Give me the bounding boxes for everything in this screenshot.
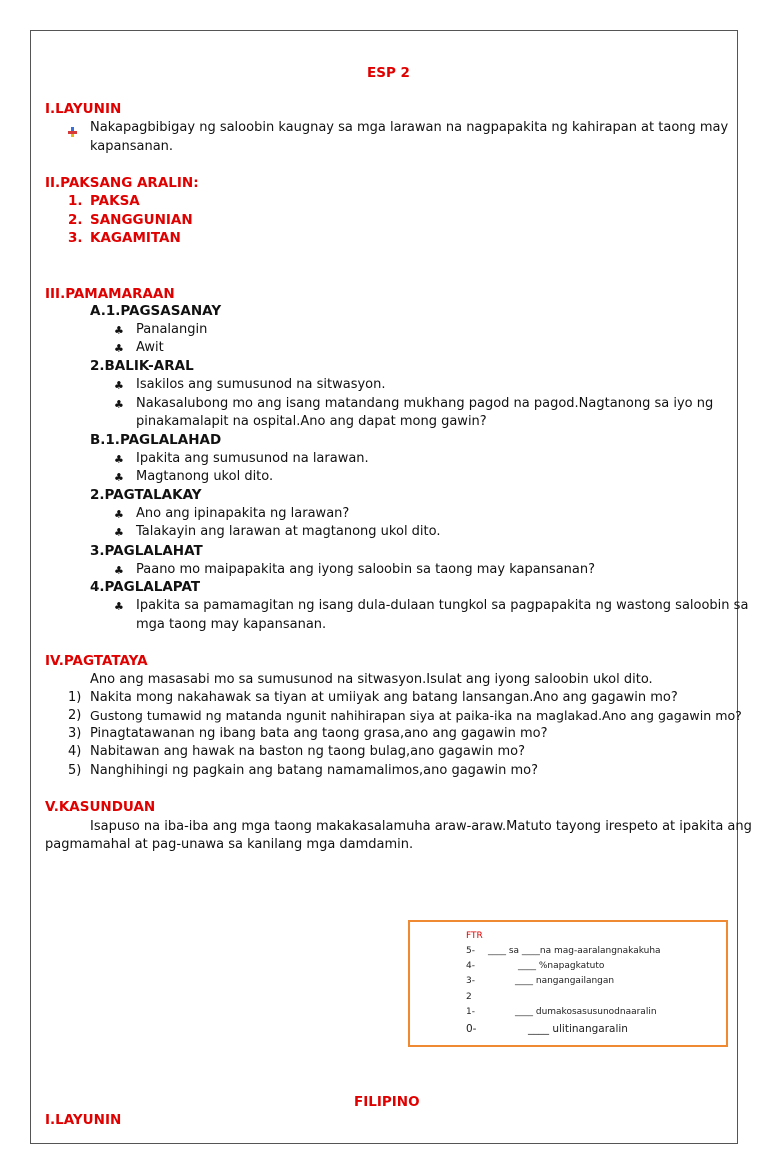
ftr-row-num: 3- xyxy=(466,976,475,986)
ftr-row-num: 5- xyxy=(466,946,475,956)
paglalapat-item-1-line1: Ipakita sa pamamagitan ng isang dula-dulaan tungkol sa pagpapakita ng wastong saloobin sa xyxy=(136,598,749,613)
pagtataya-item-3: Pinagtatawanan ng ibang bata ang taong grasa,ano ang gagawin mo? xyxy=(90,726,548,741)
balik-aral-item-2-line1: Nakasalubong mo ang isang matandang mukhang pagod na pagod.Nagtanong sa iyo ng xyxy=(136,396,714,411)
club-bullet-icon: ♣ xyxy=(114,600,124,613)
pagsasanay-item-1: Panalangin xyxy=(136,322,208,337)
balik-aral-item-1: Isakilos ang sumusunod na sitwasyon. xyxy=(136,377,386,392)
paksang-item-paksa: PAKSA xyxy=(90,193,140,209)
pagtataya-num-5: 5) xyxy=(68,763,82,778)
ftr-row-text: ____ %napagkatuto xyxy=(518,961,605,971)
paksang-num-3: 3. xyxy=(68,230,83,246)
pagtataya-num-2: 2) xyxy=(68,708,82,723)
club-bullet-icon: ♣ xyxy=(114,508,124,521)
filipino-layunin-heading: I.LAYUNIN xyxy=(45,1112,122,1128)
kasunduan-heading: V.KASUNDUAN xyxy=(45,799,156,815)
page-title: ESP 2 xyxy=(367,65,410,81)
pagsasanay-item-2: Awit xyxy=(136,340,164,355)
paksang-num-2: 2. xyxy=(68,212,83,228)
ftr-row-text: ____ ulitinangaralin xyxy=(528,1023,628,1035)
ftr-row-num: 4- xyxy=(466,961,475,971)
pagtataya-num-1: 1) xyxy=(68,690,82,705)
club-bullet-icon: ♣ xyxy=(114,398,124,411)
pagtataya-num-4: 4) xyxy=(68,744,82,759)
paksang-item-sanggunian: SANGGUNIAN xyxy=(90,212,193,228)
kasunduan-line2: pagmamahal at pag-unawa sa kanilang mga damdamin. xyxy=(45,837,414,852)
balik-aral-title: 2.BALIK-ARAL xyxy=(90,358,194,374)
pagsasanay-title: A.1.PAGSASANAY xyxy=(90,303,222,319)
ftr-row-text: ____ dumakosasusunodnaaralin xyxy=(515,1007,657,1017)
pagtataya-intro: Ano ang masasabi mo sa sumusunod na sitwasyon.Isulat ang iyong saloobin ukol dito. xyxy=(90,672,653,687)
pamamaraan-heading: III.PAMAMARAAN xyxy=(45,286,175,302)
pagtataya-item-5: Nanghihingi ng pagkain ang batang namamalimos,ano gagawin mo? xyxy=(90,763,539,778)
paksang-heading: II.PAKSANG ARALIN: xyxy=(45,175,199,191)
pagtataya-num-3: 3) xyxy=(68,726,82,741)
paglalapat-title: 4.PAGLALAPAT xyxy=(90,579,201,595)
balik-aral-item-2-line2: pinakamalapit na ospital.Ano ang dapat mong gawin? xyxy=(136,414,487,429)
pagtalakay-item-2: Talakayin ang larawan at magtanong ukol dito. xyxy=(136,524,441,539)
paglalahad-item-1: Ipakita ang sumusunod na larawan. xyxy=(136,451,369,466)
club-bullet-icon: ♣ xyxy=(114,453,124,466)
pagtataya-item-1: Nakita mong nakahawak sa tiyan at umiiyak ang batang lansangan.Ano ang gagawin mo? xyxy=(90,690,678,705)
pagtalakay-item-1: Ano ang ipinapakita ng larawan? xyxy=(136,506,350,521)
paksang-num-1: 1. xyxy=(68,193,83,209)
pagtalakay-title: 2.PAGTALAKAY xyxy=(90,487,202,503)
paglalahad-title: B.1.PAGLALAHAD xyxy=(90,432,222,448)
paglalapat-item-1-line2: mga taong may kapansanan. xyxy=(136,617,327,632)
filipino-title: FILIPINO xyxy=(354,1094,420,1110)
club-bullet-icon: ♣ xyxy=(114,324,124,337)
ftr-row-num: 0- xyxy=(466,1023,477,1035)
ftr-row-text: ____ nangangailangan xyxy=(515,976,615,986)
paksang-item-kagamitan: KAGAMITAN xyxy=(90,230,181,246)
paglalahat-title: 3.PAGLALAHAT xyxy=(90,543,203,559)
ftr-row-num: 2 xyxy=(466,992,472,1002)
pagtataya-item-4: Nabitawan ang hawak na baston ng taong bulag,ano gagawin mo? xyxy=(90,744,525,759)
pagtataya-item-2: Gustong tumawid ng matanda ngunit nahihirapan siya at paika-ika na maglakad.Ano ang gagawin mo? xyxy=(90,708,742,723)
ftr-row-num: 1- xyxy=(466,1007,475,1017)
layunin-text-line1: Nakapagbibigay ng saloobin kaugnay sa mga larawan na nagpapakita ng kahirapan at taong may xyxy=(90,120,729,135)
club-bullet-icon: ♣ xyxy=(114,342,124,355)
club-bullet-icon: ♣ xyxy=(114,564,124,577)
paglalahat-item-1: Paano mo maipapakita ang iyong saloobin sa taong may kapansanan? xyxy=(136,562,596,577)
ftr-title: FTR xyxy=(466,931,483,941)
paglalahad-item-2: Magtanong ukol dito. xyxy=(136,469,274,484)
kasunduan-line1: Isapuso na iba-iba ang mga taong makakasalamuha araw-araw.Matuto tayong irespeto at ipakita ang xyxy=(90,819,752,834)
club-bullet-icon: ♣ xyxy=(114,379,124,392)
ftr-box xyxy=(408,920,728,1047)
layunin-heading: I.LAYUNIN xyxy=(45,101,122,117)
ftr-row-text: ____ sa ____na mag-aaralangnakakuha xyxy=(488,946,661,956)
club-bullet-icon: ♣ xyxy=(114,471,124,484)
arrow-bullet-icon xyxy=(68,122,77,132)
club-bullet-icon: ♣ xyxy=(114,526,124,539)
pagtataya-heading: IV.PAGTATAYA xyxy=(45,653,148,669)
layunin-text-line2: kapansanan. xyxy=(90,139,174,154)
